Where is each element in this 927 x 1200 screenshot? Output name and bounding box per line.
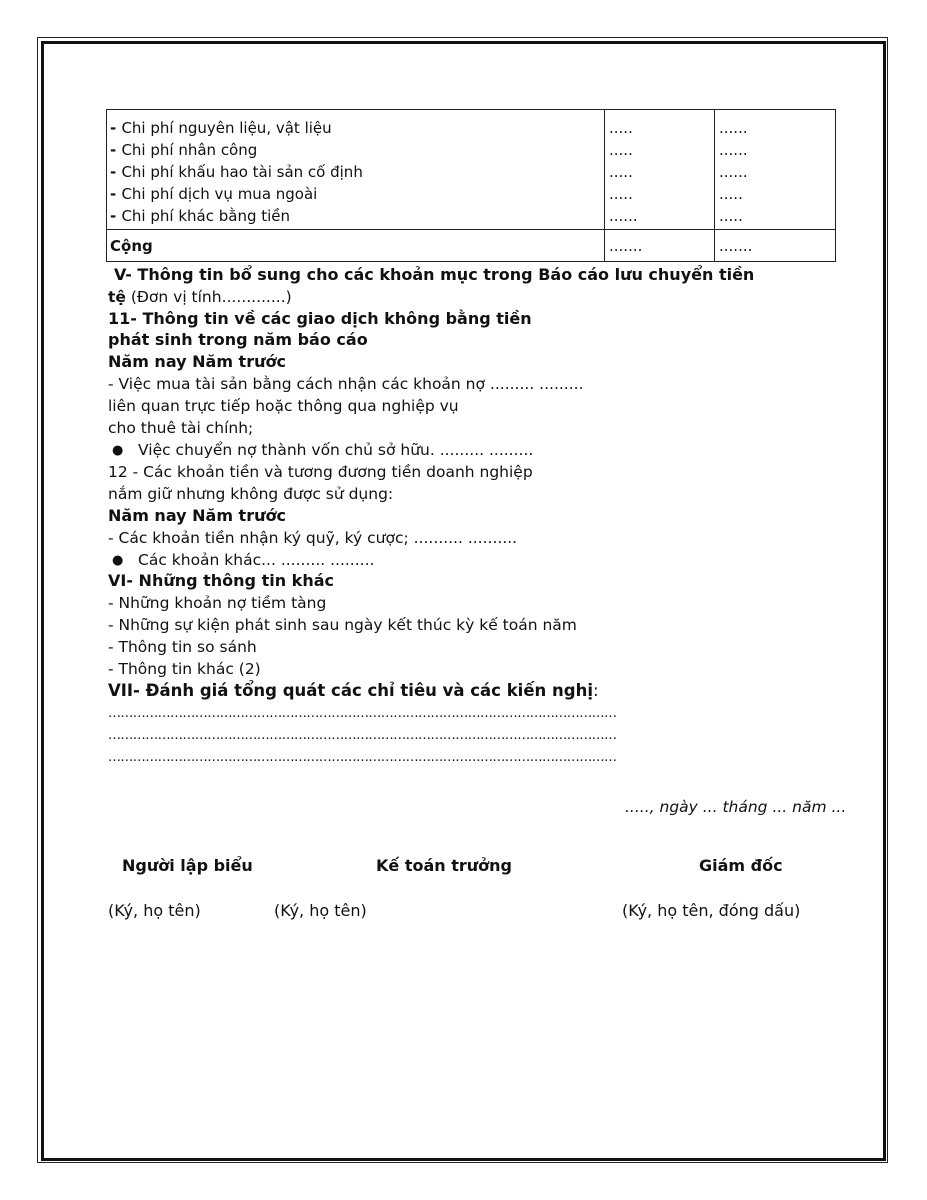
list-item: - Những khoản nợ tiềm tàng <box>108 594 327 612</box>
table-cell-this-year: ...... <box>609 207 638 225</box>
table-divider-col1 <box>604 110 605 261</box>
table-cell-last-year: ..... <box>719 207 743 225</box>
table-cell-this-year: ..... <box>609 119 633 137</box>
table-cell-last-year: ..... <box>719 185 743 203</box>
table-row: - Chi phí nguyên liệu, vật liệu <box>110 119 332 137</box>
list-item: Các khoản khác... ......... ......... <box>138 551 375 569</box>
section5-heading: V- Thông tin bổ sung cho các khoản mục trong Báo cáo lưu chuyển tiền <box>114 265 755 284</box>
table-cell-this-year: ..... <box>609 141 633 159</box>
table-total-label: Cộng <box>110 237 153 255</box>
date-line: ....., ngày ... tháng ... năm ... <box>625 798 847 816</box>
table-total-last-year: ....... <box>719 237 753 255</box>
list-item: - Những sự kiện phát sinh sau ngày kết thúc kỳ kế toán năm <box>108 616 577 634</box>
table-cell-last-year: ...... <box>719 141 748 159</box>
list-item: - Thông tin so sánh <box>108 638 257 656</box>
table-divider-total <box>107 229 835 230</box>
signer-title-chief-accountant: Kế toán trưởng <box>376 856 512 875</box>
table-cell-this-year: ..... <box>609 163 633 181</box>
list-item: - Thông tin khác (2) <box>108 660 261 678</box>
section12-heading: 12 - Các khoản tiền và tương đương tiền doanh nghiệp <box>108 463 533 481</box>
table-cell-this-year: ..... <box>609 185 633 203</box>
signer-title-preparer: Người lập biểu <box>122 856 253 875</box>
bullet-icon: ● <box>112 553 124 568</box>
list-item: Việc chuyển nợ thành vốn chủ sở hữu. ......... ......... <box>138 441 534 459</box>
dotted-line: …………………………………………………………………………………………………………… <box>108 750 617 765</box>
table-cell-last-year: ...... <box>719 163 748 181</box>
signer-note-preparer: (Ký, họ tên) <box>108 901 201 920</box>
dotted-line: …………………………………………………………………………………………………………… <box>108 706 617 721</box>
section6-heading: VI- Những thông tin khác <box>108 571 334 590</box>
list-item: - Các khoản tiền nhận ký quỹ, ký cược; .......... .......... <box>108 529 518 547</box>
table-cell-last-year: ...... <box>719 119 748 137</box>
bullet-icon: ● <box>112 443 124 458</box>
signer-title-director: Giám đốc <box>699 856 783 875</box>
signer-note-director: (Ký, họ tên, đóng dấu) <box>622 901 801 920</box>
section11-heading-cont: phát sinh trong năm báo cáo <box>108 330 368 349</box>
column-header: Năm nay Năm trước <box>108 506 286 525</box>
section11-heading: 11- Thông tin về các giao dịch không bằng tiền <box>108 309 532 328</box>
list-item-cont: liên quan trực tiếp hoặc thông qua nghiệp vụ <box>108 397 459 415</box>
signer-note-chief-accountant: (Ký, họ tên) <box>274 901 367 920</box>
list-item-cont: cho thuê tài chính; <box>108 419 254 437</box>
section5-heading-cont: tệ (Đơn vị tính.............) <box>108 288 292 306</box>
section7-heading: VII- Đánh giá tổng quát các chỉ tiêu và các kiến nghị: <box>108 681 599 700</box>
dotted-line: …………………………………………………………………………………………………………… <box>108 728 617 743</box>
table-row: - Chi phí dịch vụ mua ngoài <box>110 185 318 203</box>
section12-heading-cont: nắm giữ nhưng không được sử dụng: <box>108 485 394 503</box>
table-row: - Chi phí khác bằng tiền <box>110 207 291 225</box>
list-item: - Việc mua tài sản bằng cách nhận các khoản nợ ......... ......... <box>108 375 584 393</box>
cost-table <box>106 109 836 262</box>
table-divider-col2 <box>714 110 715 261</box>
table-total-this-year: ....... <box>609 237 643 255</box>
column-header: Năm nay Năm trước <box>108 352 286 371</box>
table-row: - Chi phí khấu hao tài sản cố định <box>110 163 363 181</box>
table-row: - Chi phí nhân công <box>110 141 258 159</box>
